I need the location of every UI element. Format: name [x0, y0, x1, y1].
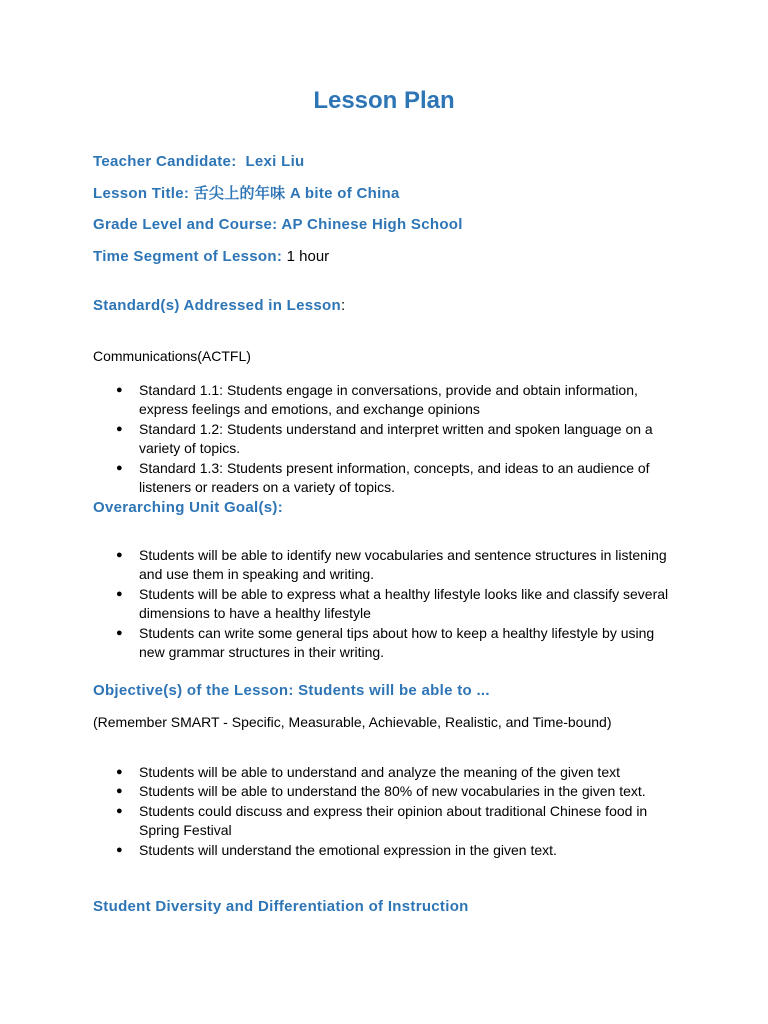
unit-goals-heading: Overarching Unit Goal(s):: [93, 499, 284, 516]
list-item: [116, 782, 676, 801]
teacher-candidate-label: Teacher Candidate:: [93, 153, 237, 170]
objectives-note: (Remember SMART - Specific, Measurable, Achievable, Realistic, and Time-bound): [93, 714, 612, 730]
bullet-icon: ●: [116, 804, 123, 817]
list-item-text: Standard 1.3: Students present information, concepts, and ideas to an audience of listeners or readers on a variety of topics.: [139, 459, 650, 496]
list-item-text: Standard 1.1: Students engage in conversations, provide and obtain information, express feelings and emotions, and exchange opinions: [139, 382, 638, 418]
teacher-candidate-line: [93, 152, 305, 172]
bullet-icon: ●: [116, 461, 123, 474]
bullet-icon: ●: [116, 422, 123, 435]
list-item: [116, 459, 676, 498]
list-item-text: Students can write some general tips about how to keep a healthy lifestyle by using new grammar structures in their writing.: [139, 624, 655, 661]
bullet-icon: ●: [116, 766, 123, 778]
bullet-icon: ●: [116, 626, 123, 639]
standards-list: [116, 381, 676, 497]
list-item-text: Students will be able to understand the 80% of new vocabularies in the given text.: [139, 783, 646, 800]
grade-level-value: AP Chinese High School: [281, 216, 463, 233]
page-title: Lesson Plan: [313, 87, 455, 114]
list-item: [116, 381, 676, 420]
teacher-candidate-value: Lexi Liu: [245, 153, 305, 170]
list-item-text: Standard 1.2: Students understand and interpret written and spoken language on a variety of topics.: [139, 420, 653, 457]
objectives-list: [116, 763, 676, 860]
list-item-text: Students will be able to express what a healthy lifestyle looks like and classify several dimensions to have a healthy lifestyle: [139, 585, 669, 622]
list-item: [116, 802, 676, 841]
bullet-icon: ●: [116, 384, 123, 396]
lesson-title-label: Lesson Title:: [93, 185, 190, 202]
diversity-heading: Student Diversity and Differentiation of Instruction: [93, 898, 469, 915]
objectives-heading: Objective(s) of the Lesson: Students will be able to ...: [93, 682, 490, 699]
bullet-icon: ●: [116, 785, 123, 798]
time-segment-line: [93, 247, 329, 267]
time-segment-label: Time Segment of Lesson:: [93, 248, 283, 265]
bullet-icon: ●: [116, 843, 123, 856]
lesson-title-value: 舌尖上的年味 A bite of China: [193, 185, 400, 202]
list-item: [116, 546, 676, 585]
list-item-text: Students will be able to understand and analyze the meaning of the given text: [139, 764, 620, 780]
list-item-text: Students could discuss and express their opinion about traditional Chinese food in Spring Festival: [139, 802, 648, 839]
list-item: [116, 585, 676, 624]
lesson-title-line: [93, 184, 400, 204]
bullet-icon: ●: [116, 549, 123, 561]
list-item: [116, 763, 676, 782]
time-segment-value: 1 hour: [286, 248, 330, 265]
grade-level-label: Grade Level and Course:: [93, 216, 278, 233]
list-item-text: Students will be able to identify new vocabularies and sentence structures in listening and use them in speaking and writing.: [139, 547, 667, 583]
list-item: [116, 624, 676, 663]
standards-heading: [93, 296, 345, 316]
list-item: [116, 420, 676, 459]
list-item: [116, 841, 676, 860]
standards-category: Communications(ACTFL): [93, 348, 251, 364]
list-item-text: Students will understand the emotional expression in the given text.: [139, 841, 557, 858]
standards-heading-colon: :: [340, 297, 346, 314]
unit-goals-list: [116, 546, 676, 662]
grade-level-line: [93, 215, 463, 235]
bullet-icon: ●: [116, 587, 123, 600]
standards-heading-text: Standard(s) Addressed in Lesson: [93, 297, 341, 314]
